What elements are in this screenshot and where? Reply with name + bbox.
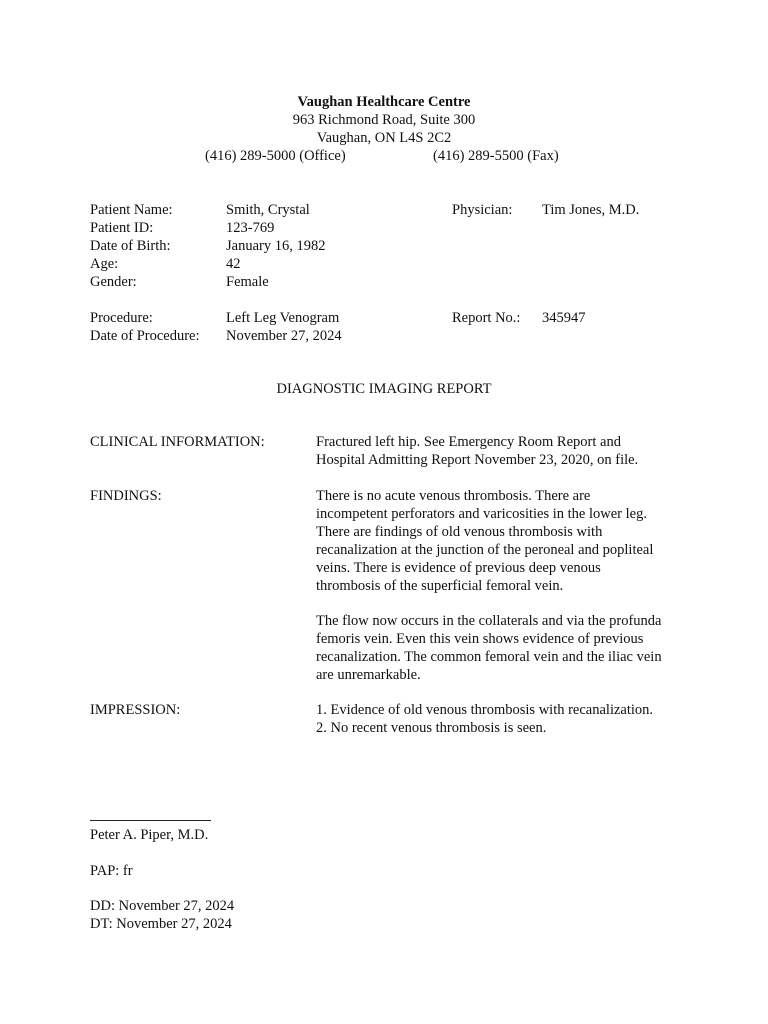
transcription-initials: PAP: fr <box>90 863 133 879</box>
clinical-info-text <box>316 433 638 469</box>
physician-label: Physician: <box>452 202 513 218</box>
phone-office: (416) 289-5000 (Office) <box>205 148 346 164</box>
patient-name-label: Patient Name: <box>90 202 173 218</box>
findings-paragraph-1 <box>316 487 653 595</box>
dob-value: January 16, 1982 <box>226 238 326 254</box>
impression-line: 1. Evidence of old venous thrombosis with recanalization. <box>316 702 654 718</box>
findings-line: thrombosis of the superficial femoral vein. <box>316 578 564 594</box>
patient-id-value: 123-769 <box>226 220 275 236</box>
procedure-date-value: November 27, 2024 <box>226 328 342 344</box>
report-no-label: Report No.: <box>452 310 521 326</box>
clinical-info-line: Hospital Admitting Report November 23, 2020, on file. <box>316 452 639 468</box>
findings-line: femoris vein. Even this vein shows evidence of previous <box>316 631 644 647</box>
patient-id-label: Patient ID: <box>90 220 154 236</box>
findings-line: veins. There is evidence of previous deep venous <box>316 560 601 576</box>
age-label: Age: <box>90 256 119 272</box>
date-dictated: DD: November 27, 2024 <box>90 898 235 914</box>
dob-label: Date of Birth: <box>90 238 171 254</box>
patient-name-value: Smith, Crystal <box>226 202 310 218</box>
clinical-info-line: Fractured left hip. See Emergency Room Report and <box>316 434 621 450</box>
signature-line <box>90 820 211 821</box>
gender-value: Female <box>226 274 269 290</box>
findings-label: FINDINGS: <box>90 488 162 504</box>
findings-paragraph-2 <box>316 612 662 684</box>
findings-line: recanalization. The common femoral vein and the iliac vein <box>316 649 662 665</box>
facility-name: Vaughan Healthcare Centre <box>297 94 471 110</box>
findings-line: recanalization at the junction of the peroneal and popliteal <box>316 542 654 558</box>
phone-fax: (416) 289-5500 (Fax) <box>433 148 559 164</box>
date-transcribed: DT: November 27, 2024 <box>90 916 232 932</box>
findings-line: There are findings of old venous thrombosis with <box>316 524 603 540</box>
procedure-date-label: Date of Procedure: <box>90 328 200 344</box>
physician-value: Tim Jones, M.D. <box>542 202 640 218</box>
findings-line: incompetent perforators and varicosities in the lower leg. <box>316 506 647 522</box>
report-title: DIAGNOSTIC IMAGING REPORT <box>276 381 492 397</box>
age-value: 42 <box>226 256 241 272</box>
impression-label: IMPRESSION: <box>90 702 181 718</box>
facility-address-line2: Vaughan, ON L4S 2C2 <box>316 130 452 146</box>
impression-line: 2. No recent venous thrombosis is seen. <box>316 720 547 736</box>
procedure-value: Left Leg Venogram <box>226 310 340 326</box>
facility-address-line1: 963 Richmond Road, Suite 300 <box>292 112 476 128</box>
procedure-label: Procedure: <box>90 310 153 326</box>
impression-text <box>316 701 653 737</box>
signature-name: Peter A. Piper, M.D. <box>90 827 209 843</box>
clinical-info-label: CLINICAL INFORMATION: <box>90 434 265 450</box>
findings-line: There is no acute venous thrombosis. There are <box>316 488 591 504</box>
report-no-value: 345947 <box>542 310 586 326</box>
gender-label: Gender: <box>90 274 137 290</box>
findings-line: The flow now occurs in the collaterals and via the profunda <box>316 613 662 629</box>
findings-line: are unremarkable. <box>316 667 421 683</box>
